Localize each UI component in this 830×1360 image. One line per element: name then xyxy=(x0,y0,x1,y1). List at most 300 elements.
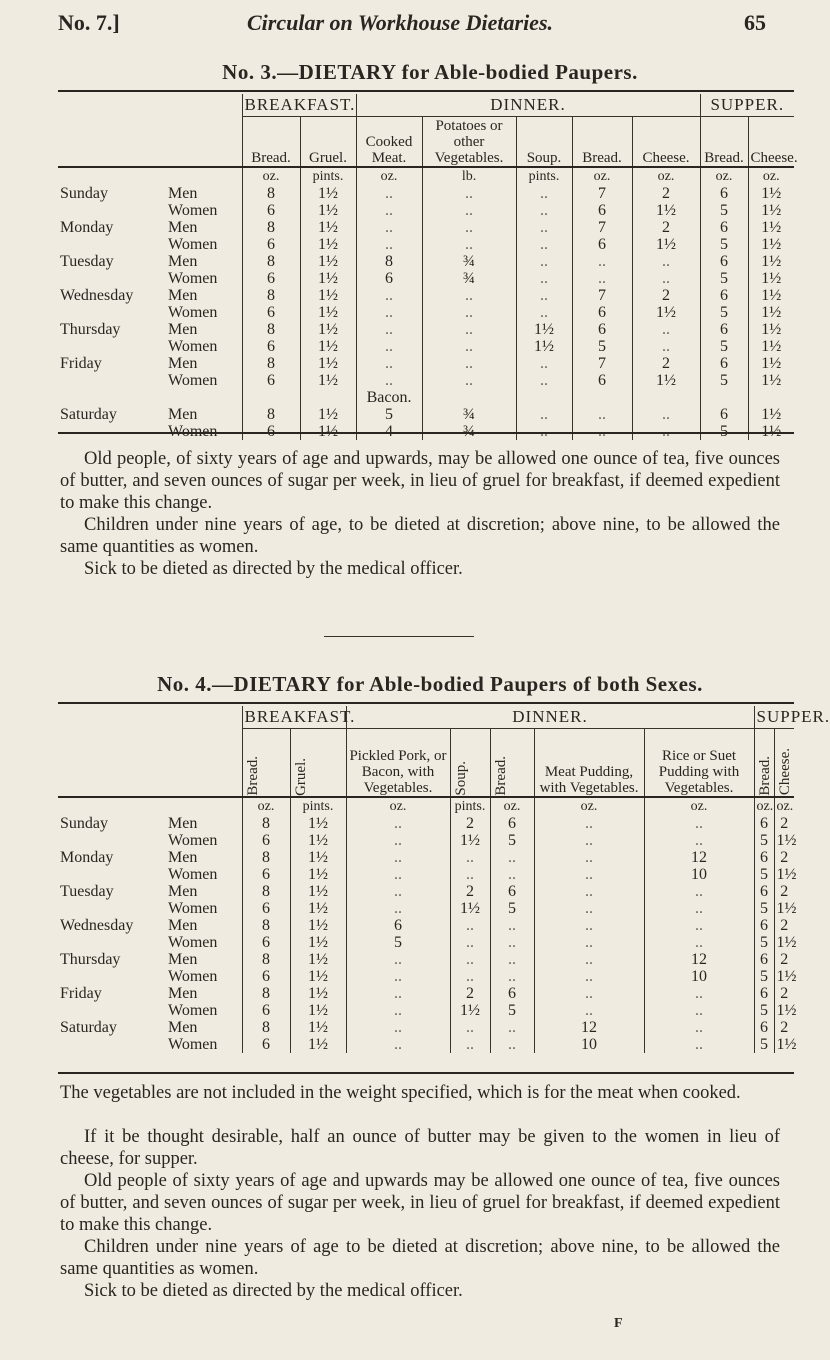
value-cell: 1½ xyxy=(290,832,346,849)
value-cell: 6 xyxy=(700,355,748,372)
dietary4-col-dinner-bread: Bread. xyxy=(492,755,509,796)
day-cell: Sunday xyxy=(60,184,108,202)
value-cell: 1½ xyxy=(748,219,794,236)
dietary3-section-supper: SUPPER. xyxy=(700,94,794,117)
unit-cell: oz. xyxy=(490,797,534,815)
day-cell xyxy=(58,866,166,883)
value-cell: 6 xyxy=(242,423,300,440)
value-cell: .. xyxy=(356,236,422,253)
value-cell: .. xyxy=(450,968,490,985)
unit-cell: pints. xyxy=(516,167,572,185)
value-cell: ¾ xyxy=(422,270,516,287)
day-cell xyxy=(58,270,166,287)
value-cell: .. xyxy=(422,287,516,304)
value-cell: .. xyxy=(644,815,754,832)
value-cell: 1½ xyxy=(290,985,346,1002)
value-cell: .. xyxy=(644,934,754,951)
number-label: No. 7.] xyxy=(58,10,120,35)
table-row xyxy=(58,355,794,372)
value-cell: .. xyxy=(356,287,422,304)
value-cell: .. xyxy=(346,815,450,832)
value-cell: 1½ xyxy=(290,934,346,951)
value-cell: .. xyxy=(534,917,644,934)
value-cell: .. xyxy=(516,355,572,372)
sex-cell: Women xyxy=(168,899,218,917)
dietary3-col-supper-bread: Bread. xyxy=(700,117,748,167)
value-cell: .. xyxy=(516,219,572,236)
running-title: Circular on Workhouse Dietaries. xyxy=(246,10,554,35)
value-cell: .. xyxy=(632,423,700,440)
sex-cell: Men xyxy=(168,252,198,270)
value-cell: ¾ xyxy=(422,253,516,270)
value-cell: 1½ xyxy=(290,1019,346,1036)
dietary3-top-rule xyxy=(58,90,794,92)
day-cell: Tuesday xyxy=(60,252,114,270)
unit-cell: pints. xyxy=(300,167,356,185)
dietary4-note-vegetables: The vegetables are not included in the weight specified, which is for the meat when cooked. xyxy=(60,1083,741,1103)
value-cell: .. xyxy=(516,304,572,321)
value-cell: .. xyxy=(516,287,572,304)
table-row xyxy=(58,185,794,202)
value-cell: 2 xyxy=(632,355,700,372)
table-row xyxy=(58,304,794,321)
sex-cell: Women xyxy=(168,201,218,219)
unit-cell: oz. xyxy=(534,797,644,815)
value-cell: .. xyxy=(346,1019,450,1036)
dietary4-top-rule xyxy=(58,702,794,704)
value-cell: 1½ xyxy=(300,185,356,202)
dietary4-note-children: Children under nine years of age to be dieted at discretion; above nine, to be allowed the same quantities as women. xyxy=(60,1237,780,1279)
value-cell: 1½ xyxy=(748,202,794,219)
day-cell xyxy=(58,934,166,951)
value-cell: .. xyxy=(644,1002,754,1019)
value-cell: 5 xyxy=(754,900,774,917)
sex-cell: Women xyxy=(168,1035,218,1053)
day-cell xyxy=(58,338,166,355)
value-cell: .. xyxy=(422,219,516,236)
table-row xyxy=(58,832,794,849)
table-row xyxy=(58,1019,794,1036)
value-cell: 6 xyxy=(242,372,300,389)
dietary3-col-supper-cheese: Cheese. xyxy=(748,117,794,167)
value-cell: .. xyxy=(572,253,632,270)
value-cell: 6 xyxy=(242,202,300,219)
value-cell: 2 xyxy=(632,185,700,202)
value-cell: 6 xyxy=(242,866,290,883)
value-cell: .. xyxy=(490,1036,534,1053)
value-cell: .. xyxy=(632,270,700,287)
value-cell: 1½ xyxy=(632,202,700,219)
bacon-label-row xyxy=(58,389,794,406)
value-cell: 1½ xyxy=(516,321,572,338)
value-cell: .. xyxy=(490,968,534,985)
table-row xyxy=(58,1002,794,1019)
value-cell: .. xyxy=(356,372,422,389)
value-cell: 6 xyxy=(700,219,748,236)
value-cell: 8 xyxy=(242,219,300,236)
value-cell: 8 xyxy=(242,815,290,832)
table-row xyxy=(58,883,794,900)
value-cell: 1½ xyxy=(300,321,356,338)
value-cell: .. xyxy=(534,866,644,883)
value-cell: .. xyxy=(422,202,516,219)
value-cell: 1½ xyxy=(300,219,356,236)
unit-cell: oz. xyxy=(632,167,700,185)
value-cell: 6 xyxy=(754,1019,774,1036)
value-cell: .. xyxy=(490,917,534,934)
day-cell: Sunday xyxy=(60,814,108,832)
value-cell: 8 xyxy=(242,849,290,866)
day-cell: Saturday xyxy=(60,1018,117,1036)
value-cell: .. xyxy=(490,934,534,951)
day-cell: Saturday xyxy=(60,405,117,423)
separator-rule xyxy=(324,636,474,637)
value-cell: 6 xyxy=(572,304,632,321)
value-cell: 1½ xyxy=(290,1036,346,1053)
value-cell: .. xyxy=(516,236,572,253)
value-cell: 1½ xyxy=(290,968,346,985)
value-cell: 2 xyxy=(774,883,794,900)
day-cell: Wednesday xyxy=(60,286,134,304)
table-row xyxy=(58,219,794,236)
dietary4-col-supper-cheese: Cheese. xyxy=(776,748,793,796)
sex-cell: Men xyxy=(168,320,198,338)
value-cell: ¾ xyxy=(422,423,516,440)
sex-cell: Women xyxy=(168,303,218,321)
value-cell: .. xyxy=(490,866,534,883)
day-cell xyxy=(58,236,166,253)
value-cell: 8 xyxy=(242,883,290,900)
value-cell: 2 xyxy=(774,815,794,832)
sex-cell: Women xyxy=(168,865,218,883)
value-cell: 5 xyxy=(700,270,748,287)
table-row xyxy=(58,321,794,338)
value-cell: .. xyxy=(516,372,572,389)
value-cell: 1½ xyxy=(774,832,794,849)
value-cell: 6 xyxy=(242,304,300,321)
value-cell: 1½ xyxy=(300,202,356,219)
value-cell: .. xyxy=(356,304,422,321)
value-cell: 6 xyxy=(490,883,534,900)
value-cell: 1½ xyxy=(748,270,794,287)
value-cell: 1½ xyxy=(632,236,700,253)
sex-cell: Men xyxy=(168,984,198,1002)
sex-cell: Men xyxy=(168,916,198,934)
dietary4-note-butter: If it be thought desirable, half an ounce of butter may be given to the women in lieu of cheese, for supper. xyxy=(60,1127,780,1169)
dietary3-col-soup: Soup. xyxy=(516,117,572,167)
value-cell: .. xyxy=(572,270,632,287)
table-row xyxy=(58,406,794,423)
dietary4-col-supper-bread: Bread. xyxy=(756,755,773,796)
day-cell: Wednesday xyxy=(60,916,134,934)
value-cell: 6 xyxy=(242,1036,290,1053)
value-cell: 12 xyxy=(644,849,754,866)
sex-cell: Women xyxy=(168,269,218,287)
value-cell: .. xyxy=(346,832,450,849)
value-cell: .. xyxy=(644,900,754,917)
value-cell: 8 xyxy=(242,951,290,968)
value-cell: .. xyxy=(632,338,700,355)
dietary4-col-rice-pudding: Rice or Suet Pudding with Vegetables. xyxy=(644,729,754,797)
value-cell: .. xyxy=(422,236,516,253)
dietary4-table xyxy=(58,706,830,1053)
value-cell: .. xyxy=(632,321,700,338)
value-cell: .. xyxy=(534,883,644,900)
bacon-label: Bacon. xyxy=(356,389,422,406)
dietary3-col-dinner-bread: Bread. xyxy=(572,117,632,167)
sex-cell: Men xyxy=(168,354,198,372)
value-cell: .. xyxy=(534,934,644,951)
value-cell: .. xyxy=(534,832,644,849)
dietary3-col-gruel: Gruel. xyxy=(300,117,356,167)
sex-cell: Men xyxy=(168,950,198,968)
value-cell: 4 xyxy=(356,423,422,440)
value-cell: 1½ xyxy=(774,900,794,917)
value-cell: 5 xyxy=(490,900,534,917)
value-cell: 6 xyxy=(754,849,774,866)
value-cell: .. xyxy=(346,900,450,917)
value-cell: 1½ xyxy=(748,372,794,389)
value-cell: .. xyxy=(516,423,572,440)
value-cell: .. xyxy=(644,917,754,934)
sex-cell: Men xyxy=(168,286,198,304)
value-cell: 6 xyxy=(572,202,632,219)
value-cell: 2 xyxy=(632,287,700,304)
dietary4-col-pickled-pork: Pickled Pork, or Bacon, with Vegetables. xyxy=(346,729,450,797)
value-cell: .. xyxy=(534,815,644,832)
dietary4-col-gruel: Gruel. xyxy=(292,757,309,796)
dietary3-section-breakfast: BREAKFAST. xyxy=(242,94,356,117)
unit-cell: oz. xyxy=(572,167,632,185)
value-cell: .. xyxy=(490,849,534,866)
unit-cell: oz. xyxy=(644,797,754,815)
sex-cell: Women xyxy=(168,371,218,389)
value-cell: 5 xyxy=(490,832,534,849)
value-cell: 8 xyxy=(242,253,300,270)
value-cell: 1½ xyxy=(748,304,794,321)
day-cell xyxy=(58,304,166,321)
value-cell: 8 xyxy=(242,406,300,423)
dietary4-section-breakfast: BREAKFAST. xyxy=(242,706,346,729)
value-cell: .. xyxy=(356,355,422,372)
value-cell: .. xyxy=(356,219,422,236)
table-row xyxy=(58,985,794,1002)
value-cell: .. xyxy=(572,406,632,423)
value-cell: .. xyxy=(534,985,644,1002)
table-row xyxy=(58,372,794,389)
table-row xyxy=(58,287,794,304)
value-cell: .. xyxy=(356,321,422,338)
value-cell: 6 xyxy=(572,372,632,389)
value-cell: 5 xyxy=(700,304,748,321)
value-cell: .. xyxy=(644,985,754,1002)
dietary4-col-soup: Soup. xyxy=(452,760,469,796)
sex-cell: Women xyxy=(168,422,218,440)
value-cell: 10 xyxy=(534,1036,644,1053)
table-row xyxy=(58,270,794,287)
unit-cell: oz. xyxy=(356,167,422,185)
value-cell: 6 xyxy=(700,287,748,304)
dietary3-note-children: Children under nine years of age, to be dieted at discretion; above nine, to be allowed the same quantities as women. xyxy=(60,515,780,557)
day-cell: Friday xyxy=(60,354,102,372)
value-cell: 2 xyxy=(774,951,794,968)
value-cell: 1½ xyxy=(748,406,794,423)
dietary4-section-supper: SUPPER. xyxy=(754,706,794,729)
value-cell: 1½ xyxy=(290,951,346,968)
table-row xyxy=(58,968,794,985)
value-cell: .. xyxy=(450,951,490,968)
value-cell: 6 xyxy=(242,900,290,917)
sex-cell: Men xyxy=(168,184,198,202)
day-cell: Monday xyxy=(60,848,114,866)
value-cell: 1½ xyxy=(774,1002,794,1019)
value-cell: 1½ xyxy=(748,338,794,355)
value-cell: 7 xyxy=(572,355,632,372)
value-cell: 6 xyxy=(242,968,290,985)
value-cell: .. xyxy=(346,951,450,968)
unit-cell: oz. xyxy=(242,797,290,815)
dietary4-col-meat-pudding: Meat Pudding, with Vegetables. xyxy=(534,729,644,797)
value-cell: 1½ xyxy=(290,900,346,917)
value-cell: 6 xyxy=(700,406,748,423)
value-cell: .. xyxy=(572,423,632,440)
value-cell: .. xyxy=(644,1019,754,1036)
units-row xyxy=(58,797,794,815)
value-cell: 5 xyxy=(356,406,422,423)
value-cell: 6 xyxy=(754,883,774,900)
value-cell: .. xyxy=(534,968,644,985)
day-cell xyxy=(58,372,166,389)
value-cell: .. xyxy=(516,185,572,202)
sex-cell: Men xyxy=(168,405,198,423)
unit-cell: oz. xyxy=(748,167,794,185)
dietary3-col-cooked-meat: Cooked Meat. xyxy=(356,117,422,167)
value-cell: 5 xyxy=(700,236,748,253)
unit-cell: oz. xyxy=(774,797,794,815)
value-cell: 7 xyxy=(572,185,632,202)
day-cell: Tuesday xyxy=(60,882,114,900)
value-cell: .. xyxy=(534,849,644,866)
unit-cell: oz. xyxy=(700,167,748,185)
value-cell: .. xyxy=(450,1036,490,1053)
value-cell: .. xyxy=(356,338,422,355)
value-cell: .. xyxy=(346,883,450,900)
table-row xyxy=(58,236,794,253)
value-cell: 8 xyxy=(242,185,300,202)
value-cell: 8 xyxy=(242,985,290,1002)
value-cell: 5 xyxy=(700,338,748,355)
value-cell: 1½ xyxy=(774,934,794,951)
signature-mark: F xyxy=(614,1316,623,1331)
value-cell: .. xyxy=(450,866,490,883)
value-cell: 6 xyxy=(572,236,632,253)
value-cell: 1½ xyxy=(632,372,700,389)
value-cell: 8 xyxy=(242,321,300,338)
value-cell: 6 xyxy=(242,270,300,287)
value-cell: 1½ xyxy=(290,849,346,866)
value-cell: .. xyxy=(632,406,700,423)
dietary4-section-dinner: DINNER. xyxy=(346,706,754,729)
value-cell: .. xyxy=(490,951,534,968)
value-cell: .. xyxy=(450,1019,490,1036)
value-cell: 6 xyxy=(346,917,450,934)
value-cell: 1½ xyxy=(290,815,346,832)
value-cell: .. xyxy=(450,917,490,934)
unit-cell: pints. xyxy=(450,797,490,815)
value-cell: .. xyxy=(644,832,754,849)
value-cell: 1½ xyxy=(632,304,700,321)
dietary3-section-dinner: DINNER. xyxy=(356,94,700,117)
value-cell: .. xyxy=(450,934,490,951)
value-cell: 5 xyxy=(700,372,748,389)
day-cell xyxy=(58,900,166,917)
value-cell: 5 xyxy=(700,423,748,440)
value-cell: 1½ xyxy=(516,338,572,355)
value-cell: 6 xyxy=(242,1002,290,1019)
value-cell: .. xyxy=(516,406,572,423)
sex-cell: Women xyxy=(168,337,218,355)
value-cell: 6 xyxy=(242,832,290,849)
day-cell: Thursday xyxy=(60,320,121,338)
day-cell xyxy=(58,202,166,219)
table-row xyxy=(58,849,794,866)
value-cell: .. xyxy=(422,372,516,389)
value-cell: 2 xyxy=(774,1019,794,1036)
value-cell: .. xyxy=(450,849,490,866)
value-cell: 1½ xyxy=(450,832,490,849)
day-cell xyxy=(58,423,166,440)
value-cell: 1½ xyxy=(290,917,346,934)
value-cell: .. xyxy=(346,1002,450,1019)
sex-cell: Men xyxy=(168,814,198,832)
value-cell: .. xyxy=(534,951,644,968)
table-row xyxy=(58,900,794,917)
sex-cell: Women xyxy=(168,967,218,985)
value-cell: .. xyxy=(644,883,754,900)
sex-cell: Men xyxy=(168,218,198,236)
day-cell: Thursday xyxy=(60,950,121,968)
value-cell: .. xyxy=(346,1036,450,1053)
value-cell: 10 xyxy=(644,968,754,985)
value-cell: 2 xyxy=(774,985,794,1002)
value-cell: 6 xyxy=(754,815,774,832)
value-cell: 1½ xyxy=(774,1036,794,1053)
value-cell: .. xyxy=(422,321,516,338)
value-cell: 5 xyxy=(754,1002,774,1019)
table-row xyxy=(58,815,794,832)
unit-cell: oz. xyxy=(754,797,774,815)
value-cell: 1½ xyxy=(748,321,794,338)
value-cell: 10 xyxy=(644,866,754,883)
value-cell: 6 xyxy=(754,917,774,934)
sex-cell: Men xyxy=(168,882,198,900)
value-cell: 5 xyxy=(754,934,774,951)
value-cell: .. xyxy=(422,304,516,321)
value-cell: .. xyxy=(490,1019,534,1036)
table-row xyxy=(58,866,794,883)
value-cell: .. xyxy=(356,202,422,219)
dietary3-col-dinner-cheese: Cheese. xyxy=(632,117,700,167)
value-cell: 6 xyxy=(754,985,774,1002)
value-cell: .. xyxy=(346,866,450,883)
value-cell: 12 xyxy=(534,1019,644,1036)
table-row xyxy=(58,338,794,355)
day-cell: Friday xyxy=(60,984,102,1002)
value-cell: 1½ xyxy=(450,1002,490,1019)
value-cell: 2 xyxy=(450,883,490,900)
value-cell: 1½ xyxy=(300,406,356,423)
value-cell: 6 xyxy=(700,185,748,202)
